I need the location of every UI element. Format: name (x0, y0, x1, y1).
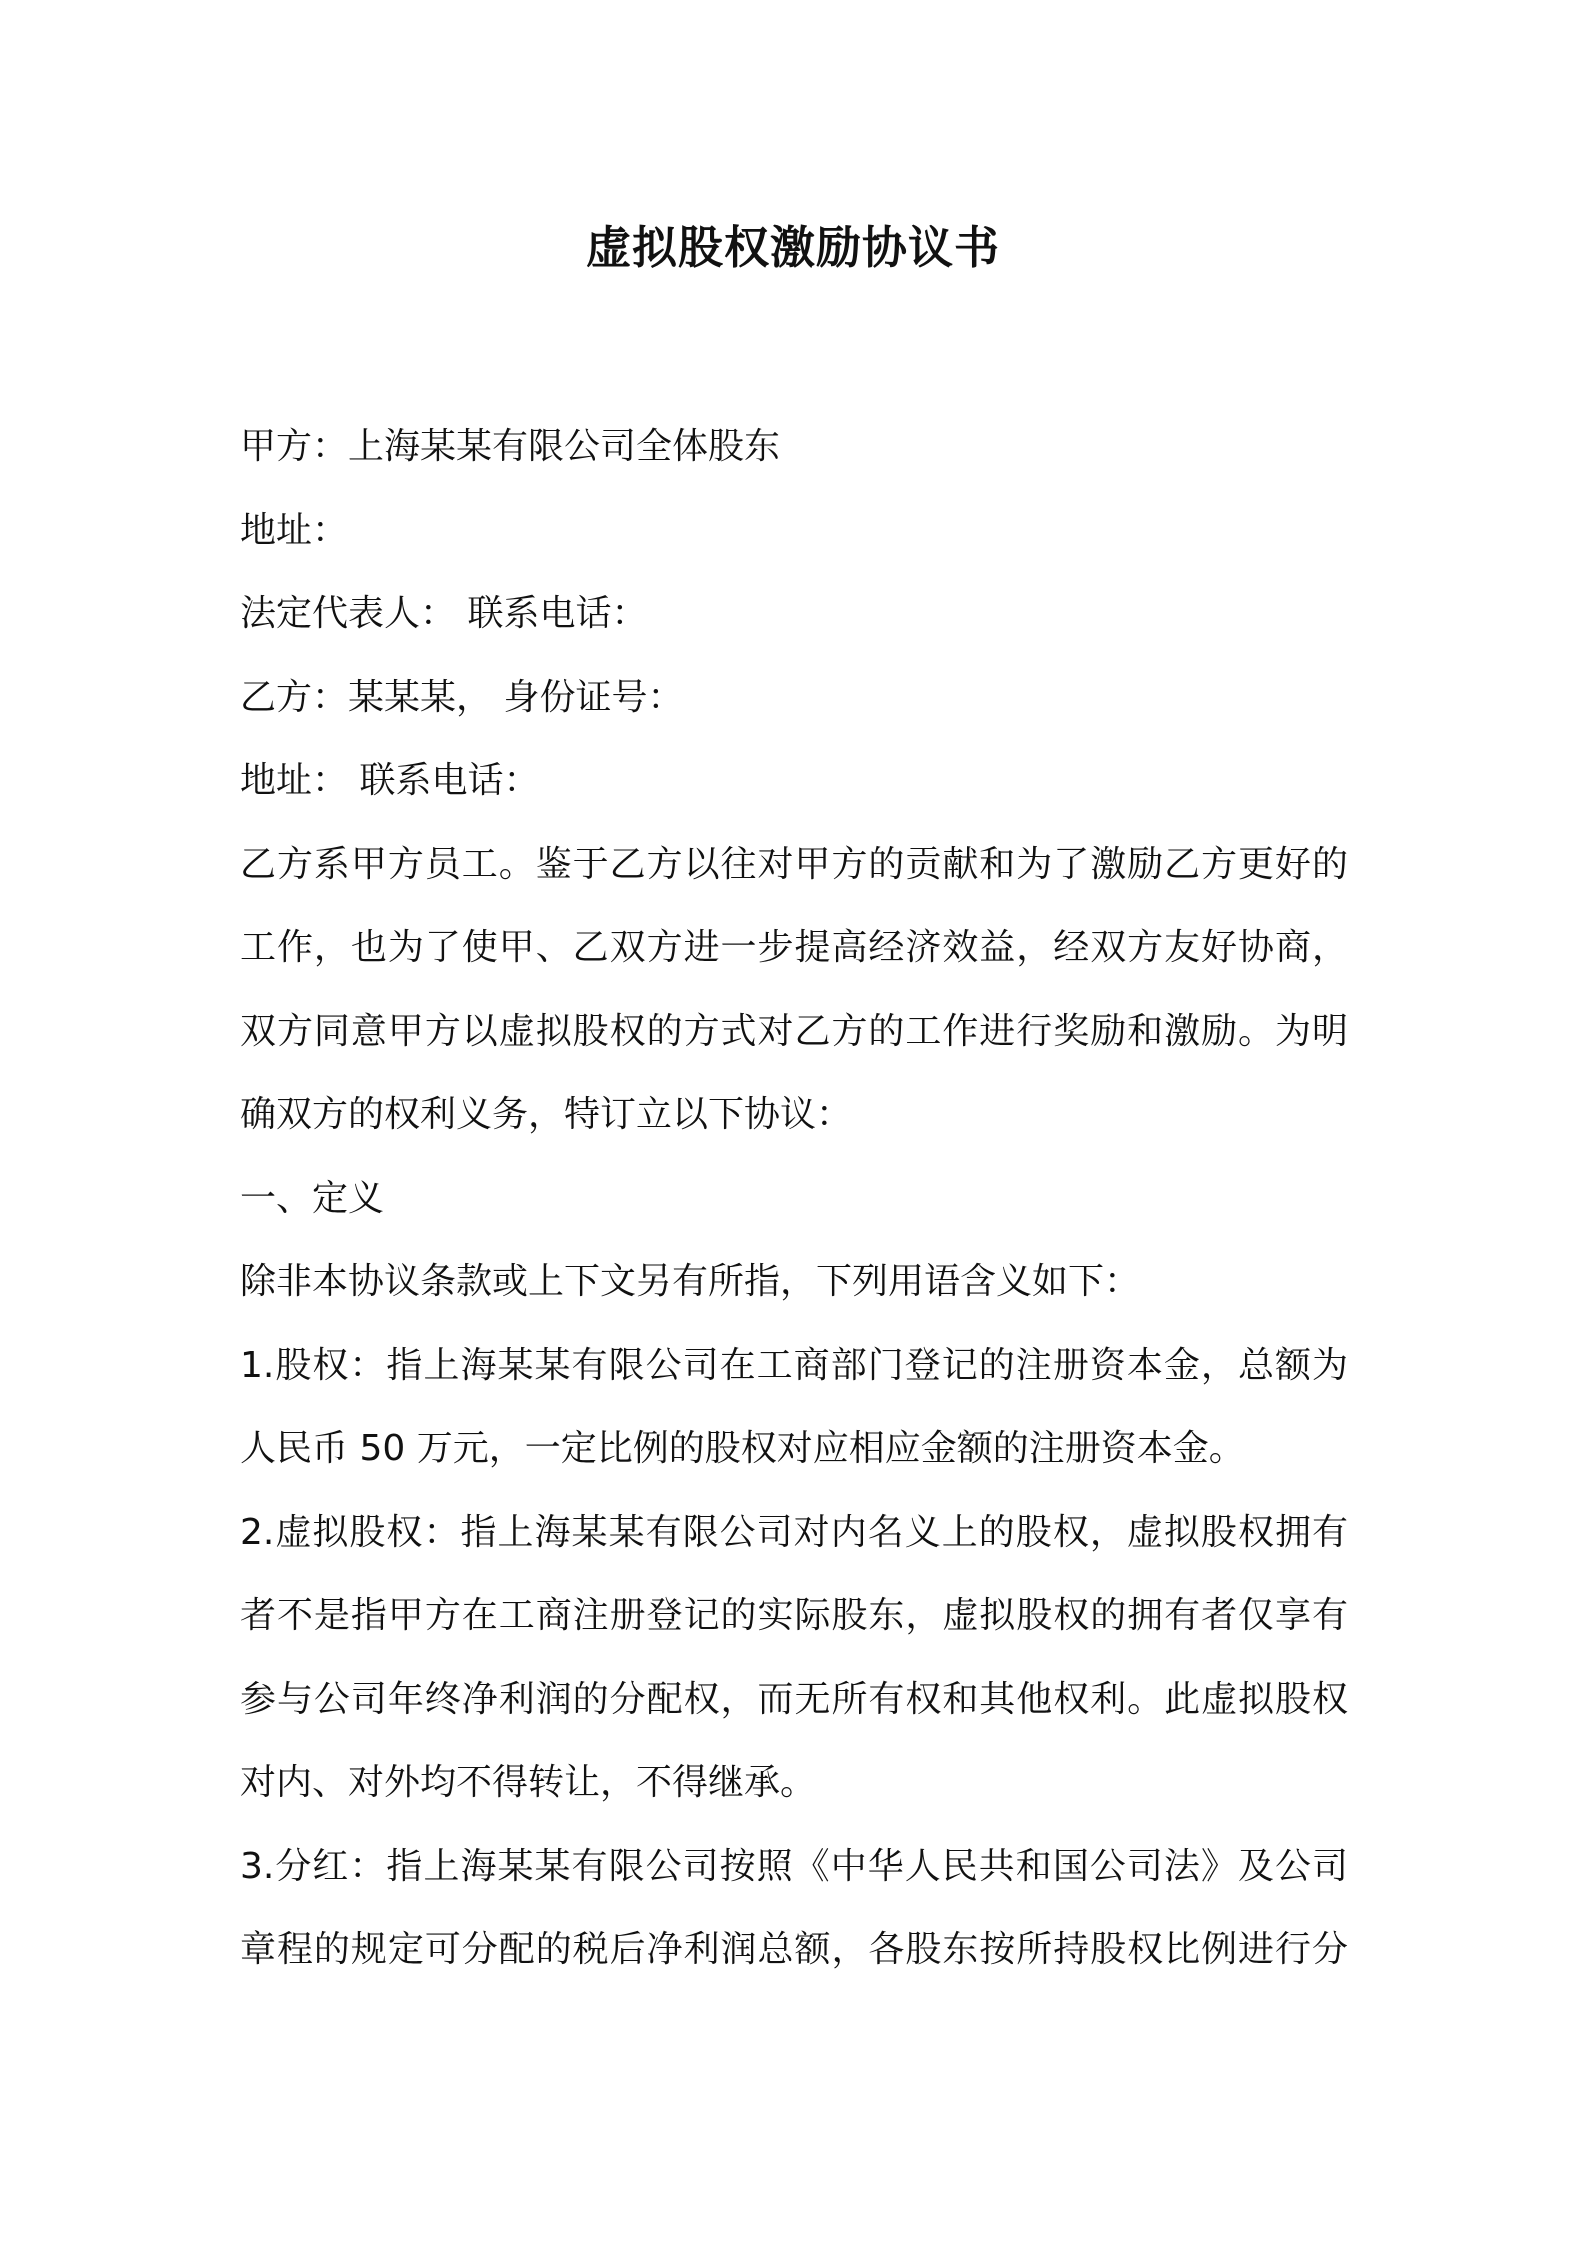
party-a-line: 甲方：上海某某有限公司全体股东 (240, 426, 781, 467)
preamble-line-2: 工作，也为了使甲、乙双方进一步提高经济效益，经双方友好协商， (240, 927, 1348, 968)
definition-1-line-1: 1.股权：指上海某某有限公司在工商部门登记的注册资本金，总额为 (240, 1344, 1348, 1386)
definition-2-line-4: 对内、对外均不得转让，不得继承。 (240, 1762, 817, 1803)
definition-3-line-2: 章程的规定可分配的税后净利润总额，各股东按所持股权比例进行分 (240, 1929, 1348, 1970)
party-a-address-line: 地址： (240, 509, 349, 551)
section-heading-definitions: 一、定义 (240, 1177, 385, 1219)
preamble-line-4: 确双方的权利义务，特订立以下协议： (240, 1094, 853, 1135)
party-b-line: 乙方：某某某， 身份证号： (240, 676, 684, 718)
document-body (240, 405, 1348, 1992)
definition-1-line-2: 人民币 50 万元，一定比例的股权对应相应金额的注册资本金。 (240, 1428, 1245, 1469)
document-title: 虚拟股权激励协议书 (585, 221, 1000, 274)
definition-3-line-1: 3.分红：指上海某某有限公司按照《中华人民共和国公司法》及公司 (240, 1845, 1348, 1887)
definitions-intro-line: 除非本协议条款或上下文另有所指，下列用语含义如下： (240, 1261, 1141, 1302)
preamble-line-1: 乙方系甲方员工。鉴于乙方以往对甲方的贡献和为了激励乙方更好的 (240, 843, 1348, 885)
definition-2-line-3: 参与公司年终净利润的分配权，而无所有权和其他权利。此虚拟股权 (240, 1678, 1348, 1720)
definition-2-line-1: 2.虚拟股权：指上海某某有限公司对内名义上的股权，虚拟股权拥有 (240, 1511, 1348, 1553)
definition-2-line-2: 者不是指甲方在工商注册登记的实际股东，虚拟股权的拥有者仅享有 (240, 1595, 1348, 1636)
preamble-line-3: 双方同意甲方以虚拟股权的方式对乙方的工作进行奖励和激励。为明 (240, 1010, 1348, 1052)
party-b-address-line: 地址： 联系电话： (240, 760, 540, 801)
party-a-representative-line: 法定代表人： 联系电话： (240, 593, 648, 634)
